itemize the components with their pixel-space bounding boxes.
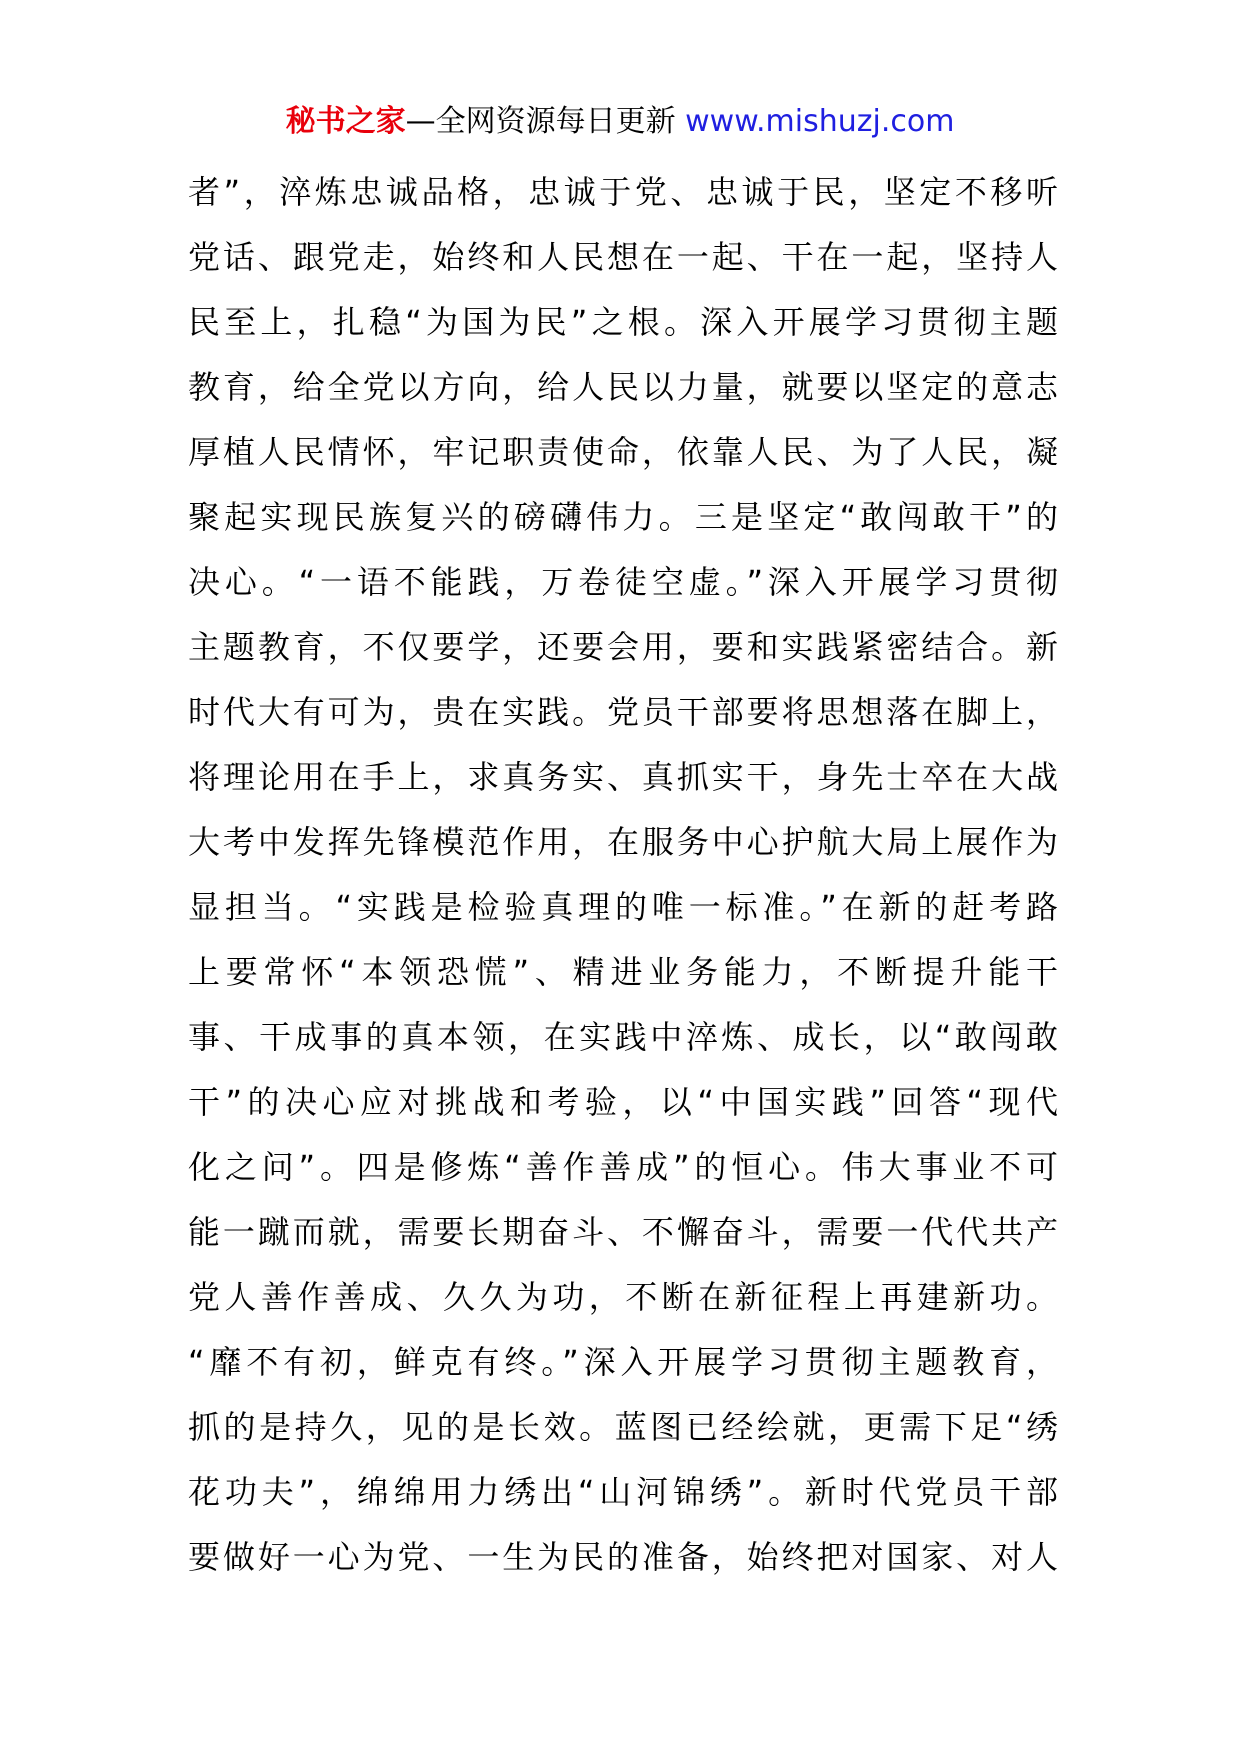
body-line: “靡不有初，鲜克有终。”深入开展学习贯彻主题教育， bbox=[188, 1343, 1058, 1381]
body-line: 将理论用在手上，求真务实、真抓实干，身先士卒在大战 bbox=[188, 758, 1058, 796]
body-line: 者”，淬炼忠诚品格，忠诚于党、忠诚于民，坚定不移听 bbox=[188, 173, 1058, 211]
body-line: 党话、跟党走，始终和人民想在一起、干在一起，坚持人 bbox=[188, 238, 1058, 276]
body-line: 教育，给全党以方向，给人民以力量，就要以坚定的意志 bbox=[188, 368, 1058, 406]
body-line: 事、干成事的真本领，在实践中淬炼、成长，以“敢闯敢 bbox=[188, 1018, 1058, 1056]
body-line: 干”的决心应对挑战和考验，以“中国实践”回答“现代 bbox=[188, 1083, 1058, 1121]
document-body bbox=[188, 160, 1058, 1590]
body-line: 化之问”。四是修炼“善作善成”的恒心。伟大事业不可 bbox=[188, 1148, 1058, 1186]
body-line: 要做好一心为党、一生为民的准备，始终把对国家、对人 bbox=[188, 1538, 1058, 1576]
body-line: 聚起实现民族复兴的磅礴伟力。三是坚定“敢闯敢干”的 bbox=[188, 498, 1058, 536]
body-line: 厚植人民情怀，牢记职责使命，依靠人民、为了人民，凝 bbox=[188, 433, 1058, 471]
body-line: 能一蹴而就，需要长期奋斗、不懈奋斗，需要一代代共产 bbox=[188, 1213, 1058, 1251]
header-tagline: —全网资源每日更新 bbox=[405, 104, 676, 139]
body-line: 抓的是持久，见的是长效。蓝图已经绘就，更需下足“绣 bbox=[188, 1408, 1058, 1446]
body-line: 上要常怀“本领恐慌”、精进业务能力，不断提升能干 bbox=[188, 953, 1058, 991]
body-line: 大考中发挥先锋模范作用，在服务中心护航大局上展作为 bbox=[188, 823, 1058, 861]
body-line: 显担当。“实践是检验真理的唯一标准。”在新的赶考路 bbox=[188, 888, 1058, 926]
body-line: 党人善作善成、久久为功，不断在新征程上再建新功。 bbox=[188, 1278, 1058, 1316]
body-line: 花功夫”，绵绵用力绣出“山河锦绣”。新时代党员干部 bbox=[188, 1473, 1058, 1511]
website-url: www.mishuzj.com bbox=[685, 104, 955, 139]
body-line: 民至上，扎稳“为国为民”之根。深入开展学习贯彻主题 bbox=[188, 303, 1058, 341]
page-header bbox=[0, 100, 1240, 144]
brand-name: 秘书之家 bbox=[285, 104, 406, 139]
body-line: 主题教育，不仅要学，还要会用，要和实践紧密结合。新 bbox=[188, 628, 1058, 666]
body-line: 决心。“一语不能践，万卷徒空虚。”深入开展学习贯彻 bbox=[188, 563, 1058, 601]
body-line: 时代大有可为，贵在实践。党员干部要将思想落在脚上， bbox=[188, 693, 1058, 731]
